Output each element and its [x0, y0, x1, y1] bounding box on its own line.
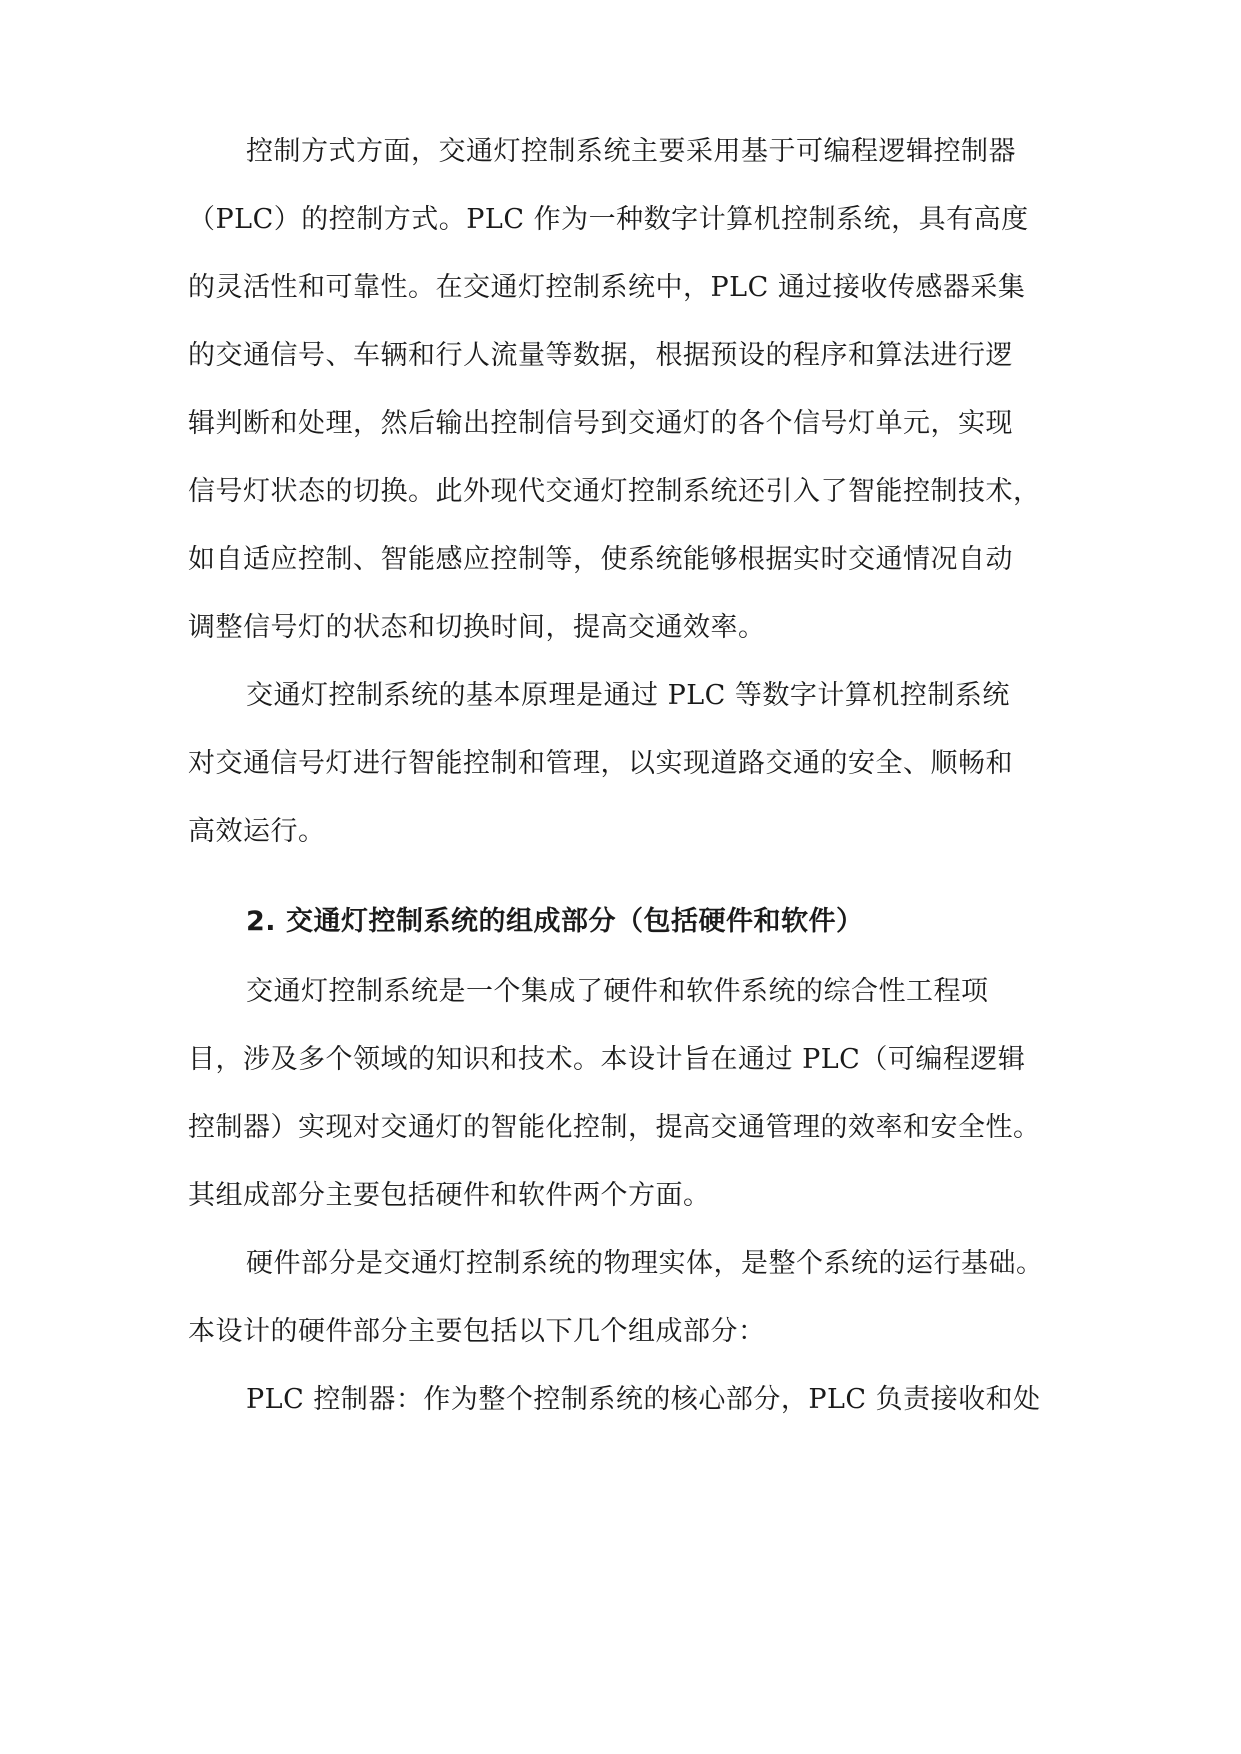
paragraph-line: 的灵活性和可靠性。在交通灯控制系统中，PLC 通过接收传感器采集 [188, 272, 1026, 303]
paragraph-line: 交通灯控制系统的基本原理是通过 PLC 等数字计算机控制系统 [246, 680, 1010, 711]
paragraph-line: 辑判断和处理，然后输出控制信号到交通灯的各个信号灯单元，实现 [188, 408, 1013, 439]
paragraph-line: 如自适应控制、智能感应控制等，使系统能够根据实时交通情况自动 [188, 544, 1013, 575]
paragraph-line: 目，涉及多个领域的知识和技术。本设计旨在通过 PLC（可编程逻辑 [188, 1044, 1026, 1075]
paragraph-line: 调整信号灯的状态和切换时间，提高交通效率。 [188, 612, 766, 643]
paragraph-line: （PLC）的控制方式。PLC 作为一种数字计算机控制系统，具有高度 [188, 204, 1029, 235]
paragraph-line: 其组成部分主要包括硬件和软件两个方面。 [188, 1180, 711, 1211]
paragraph-line: PLC 控制器：作为整个控制系统的核心部分，PLC 负责接收和处 [246, 1384, 1041, 1415]
paragraph-line: 高效运行。 [188, 816, 326, 847]
paragraph-line: 本设计的硬件部分主要包括以下几个组成部分： [188, 1316, 766, 1347]
paragraph-line: 控制器）实现对交通灯的智能化控制，提高交通管理的效率和安全性。 [188, 1112, 1041, 1143]
paragraph-line: 交通灯控制系统是一个集成了硬件和软件系统的综合性工程项 [246, 976, 989, 1007]
paragraph-line: 控制方式方面，交通灯控制系统主要采用基于可编程逻辑控制器 [246, 136, 1016, 167]
paragraph-line: 硬件部分是交通灯控制系统的物理实体，是整个系统的运行基础。 [246, 1248, 1044, 1279]
paragraph-line: 对交通信号灯进行智能控制和管理，以实现道路交通的安全、顺畅和 [188, 748, 1013, 779]
paragraph-line: 的交通信号、车辆和行人流量等数据，根据预设的程序和算法进行逻 [188, 340, 1013, 371]
paragraph-line: 信号灯状态的切换。此外现代交通灯控制系统还引入了智能控制技术， [188, 476, 1041, 507]
section-heading: 2. 交通灯控制系统的组成部分（包括硬件和软件） [246, 906, 864, 937]
